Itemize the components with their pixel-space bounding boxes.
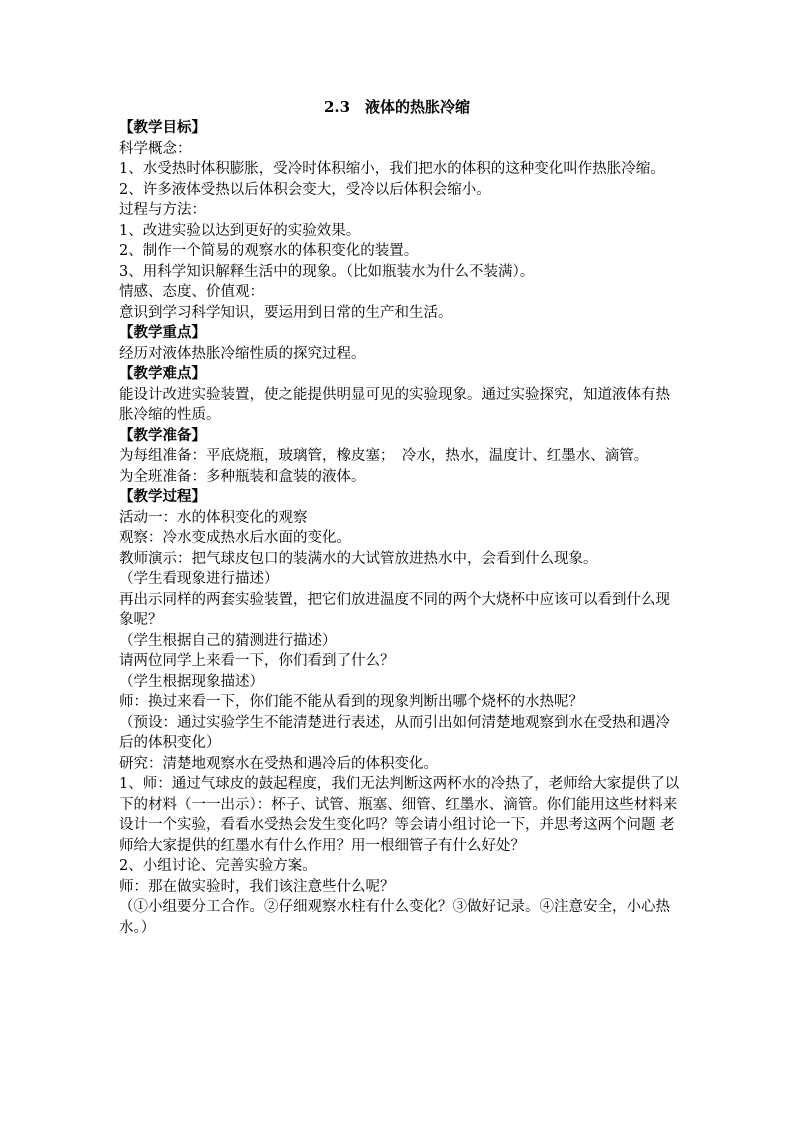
paragraph: 师：换过来看一下，你们能不能从看到的现象判断出哪个烧杯的水热呢？: [119, 694, 583, 710]
section-heading-difficulties: 【教学难点】: [119, 365, 206, 382]
paragraph: 请两位同学上来看一下，你们看到了什么？: [119, 653, 395, 669]
paragraph: 1、改进实验以达到更好的实验效果。: [119, 222, 361, 239]
paragraph: 为全班准备：多种瓶装和盒装的液体。: [119, 468, 366, 485]
paragraph: 活动一：水的体积变化的观察: [119, 509, 308, 526]
paragraph: 1、师：通过气球皮的鼓起程度，我们无法判断这两杯水的冷热了，老师给大家提供了以下的材料（一一出示）：杯子、试管、瓶塞、细管、红墨水、滴管。你们能用这些材料来设计一个实验，看看水受热会发生变化吗？等会请小组讨论一下，并思考这两个问题 老师给大家提供的红墨水有什么作用？用一根细管子有什么好处？: [119, 776, 680, 854]
paragraph: 2、制作一个简易的观察水的体积变化的装置。: [119, 243, 419, 259]
section-heading-process: 【教学过程】: [119, 488, 206, 505]
paragraph: 研究：清楚地观察水在受热和遇冷后的体积变化。: [119, 755, 438, 772]
paragraph: （①小组要分工合作。②仔细观察水柱有什么变化？③做好记录。④注意安全，小心热水。）: [119, 899, 670, 936]
paragraph: 观察：冷水变成热水后水面的变化。: [119, 530, 351, 546]
paragraph: 教师演示：把气球皮包口的装满水的大试管放进热水中，会看到什么现象。: [119, 550, 598, 567]
document-title: 2.3 液体的热胀冷缩: [323, 98, 471, 116]
paragraph: （学生根据现象描述）: [119, 673, 264, 690]
paragraph: 意识到学习科学知识，要运用到日常的生产和生活。: [119, 304, 453, 321]
paragraph: 1、水受热时体积膨胀，受冷时体积缩小，我们把水的体积的这种变化叫作热胀冷缩。: [119, 161, 665, 177]
paragraph: 经历对液体热胀冷缩性质的探究过程。: [119, 345, 366, 362]
section-heading-preparation: 【教学准备】: [119, 426, 206, 444]
paragraph: （学生看现象进行描述）: [119, 571, 279, 587]
paragraph: 2、小组讨论、完善实验方案。: [119, 858, 317, 874]
paragraph: （预设：通过实验学生不能清楚进行表述，从而引出如何清楚地观察到水在受热和遇冷后的体积变化）: [119, 714, 670, 751]
paragraph: （学生根据自己的猜测进行描述）: [119, 632, 337, 649]
paragraph: 为每组准备：平底烧瓶，玻璃管，橡皮塞； 冷水，热水，温度计、红墨水、滴管。: [119, 448, 649, 464]
section-heading-objectives: 【教学目标】: [119, 119, 206, 136]
paragraph: 师：那在做实验时，我们该注意些什么呢？: [119, 878, 395, 895]
paragraph: 过程与方法：: [119, 202, 206, 218]
paragraph: 3、用科学知识解释生活中的现象。（比如瓶装水为什么不装满）。: [119, 263, 535, 280]
paragraph: 再出示同样的两套实验装置，把它们放进温度不同的两个大烧杯中应该可以看到什么现象呢？: [119, 591, 670, 628]
paragraph: 情感、态度、价值观：: [119, 284, 264, 300]
document-body: [119, 118, 681, 938]
section-heading-key-points: 【教学重点】: [119, 324, 206, 341]
paragraph: 科学概念：: [119, 140, 192, 157]
paragraph: 能设计改进实验装置，使之能提供明显可见的实验现象。通过实验探究，知道液体有热胀冷缩的性质。: [119, 386, 670, 423]
paragraph: 2、许多液体受热以后体积会变大，受冷以后体积会缩小。: [119, 181, 491, 198]
